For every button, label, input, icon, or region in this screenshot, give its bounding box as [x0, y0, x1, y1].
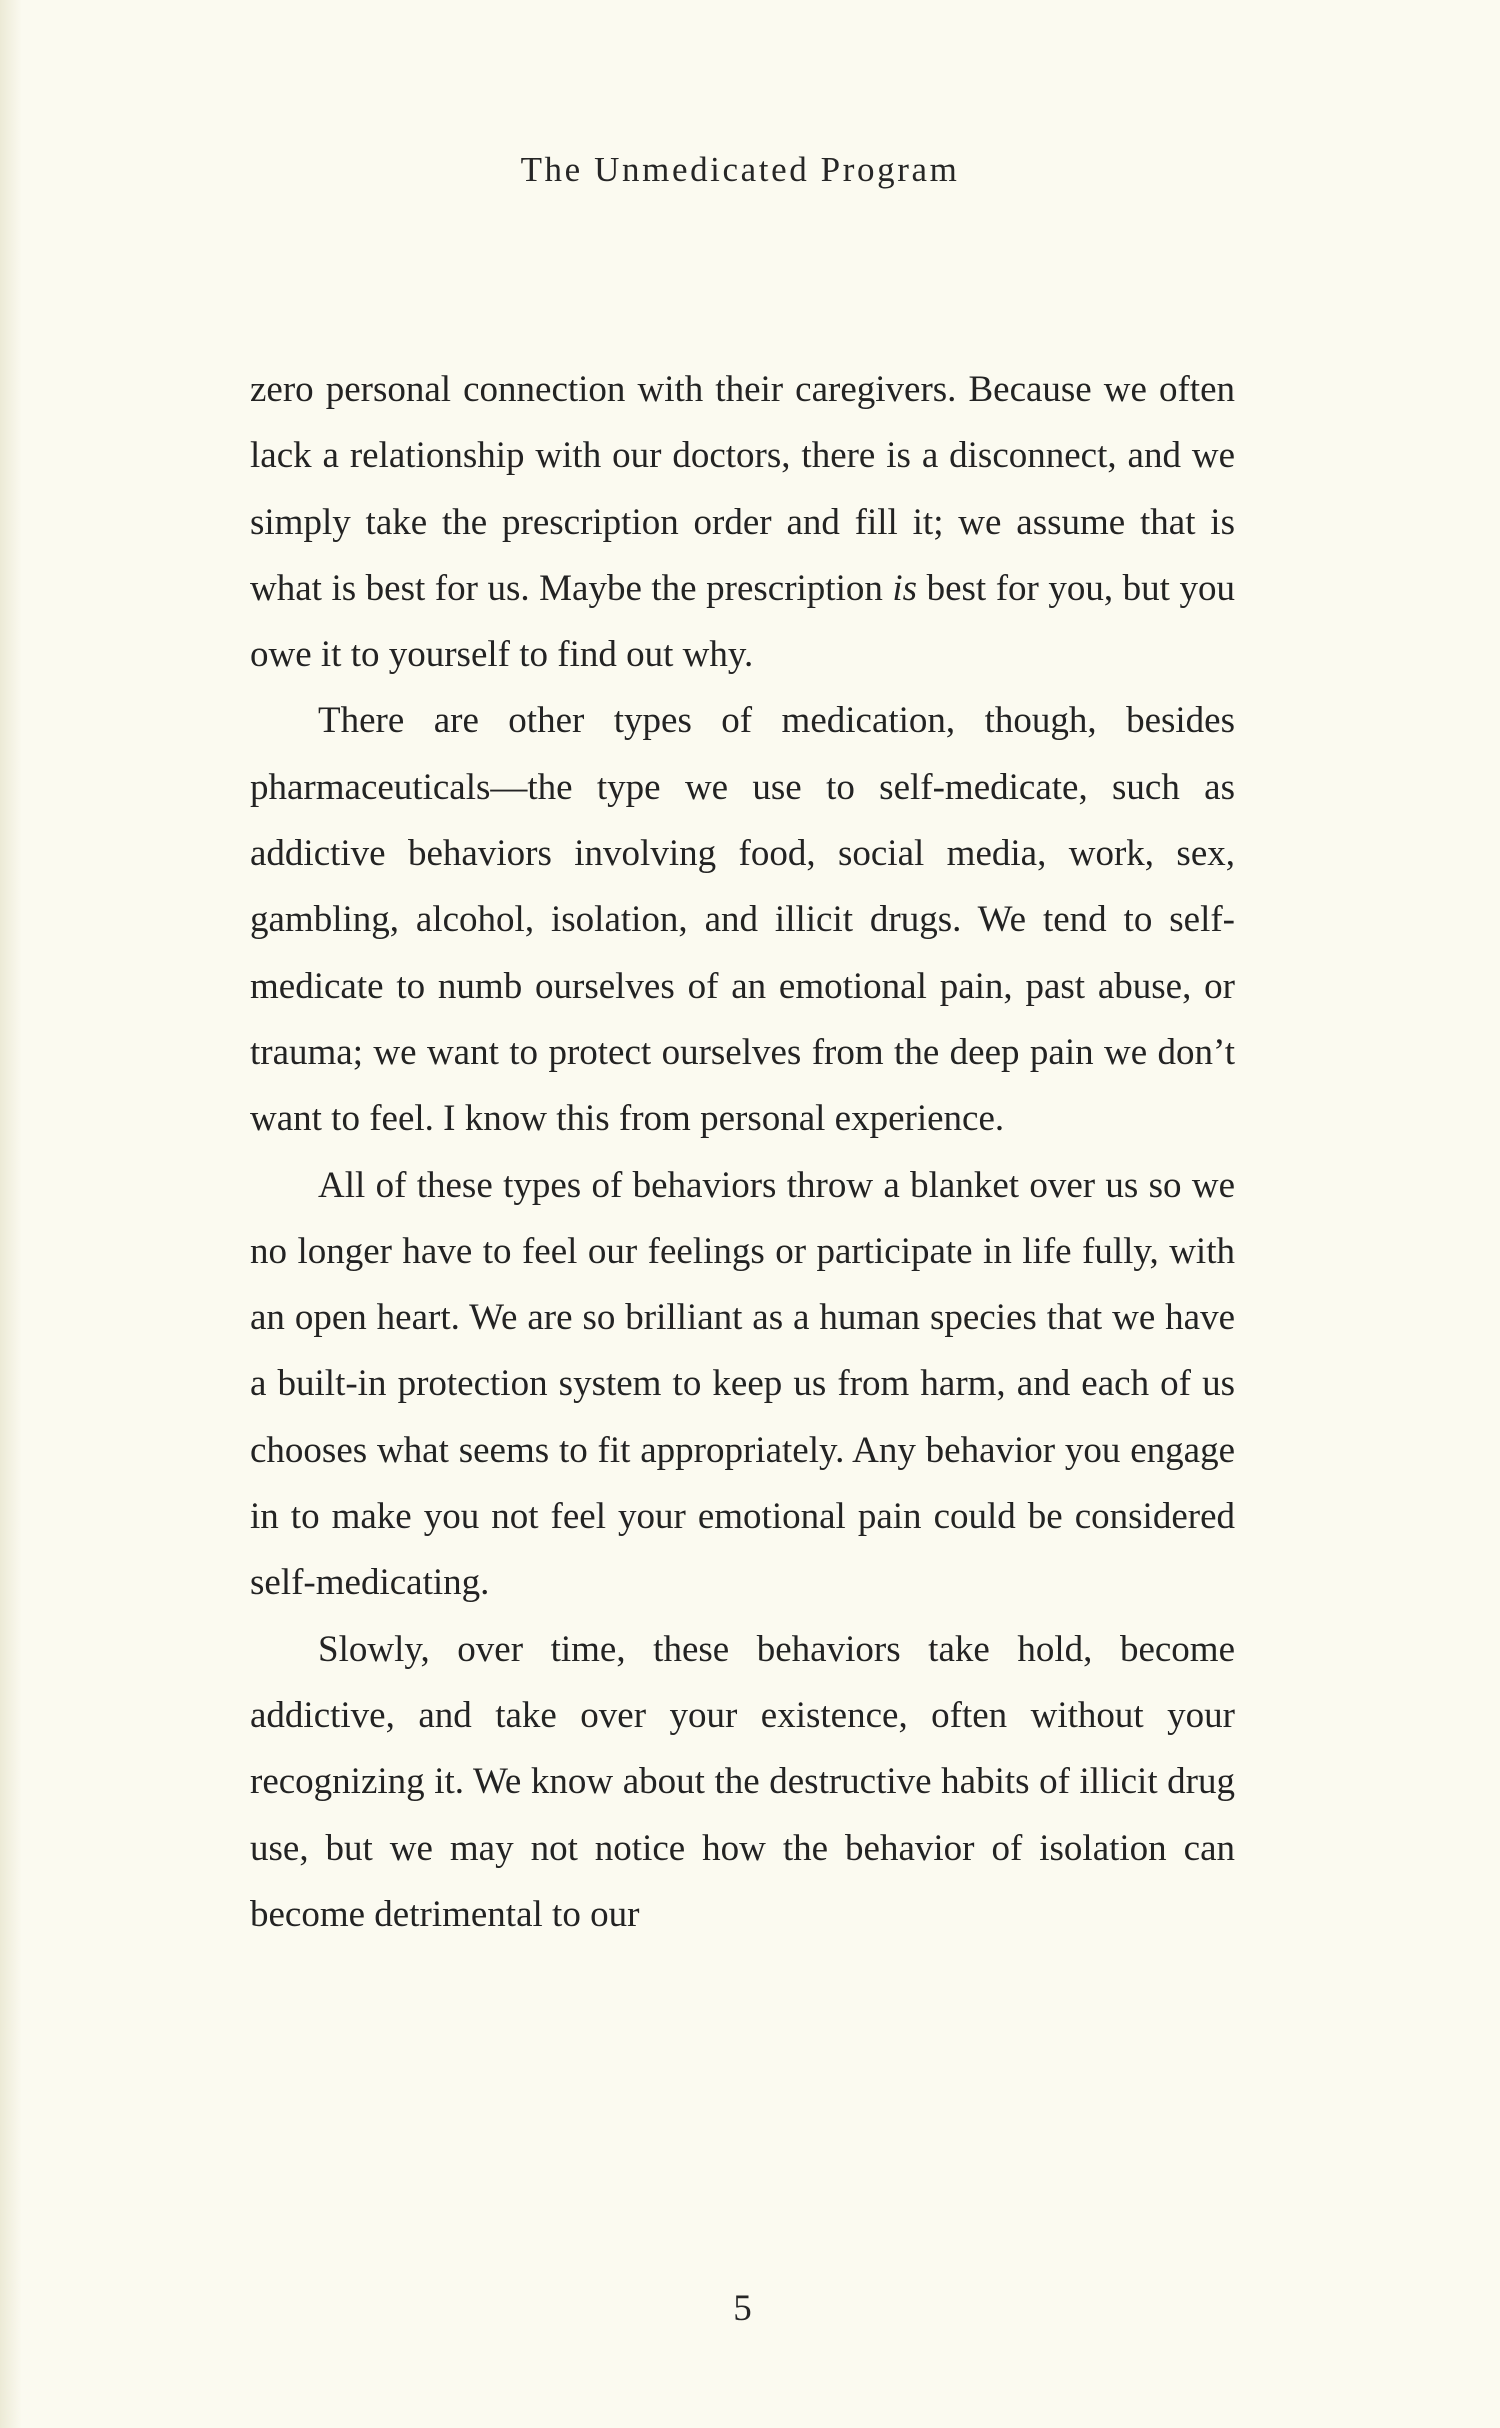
emphasis-is: is — [892, 567, 918, 609]
paragraph-3: All of these types of behaviors throw a blanket over us so we no longer have to feel our feelings or participate in life fully, with an open heart. We are so brilliant as a human species that we have a built-in protection system to keep us from harm, and each of us chooses what seems to fit appropriately. Any behavior you engage in to make you not feel your emotional pain could be considered self-medicating. — [250, 1164, 1235, 1604]
paragraph-1-text-after: best for you, but you owe it to yourself to find out why. — [250, 567, 1235, 676]
page-number: 5 — [733, 2288, 752, 2329]
paragraph-2: There are other types of medication, though, besides pharmaceuticals—the type we use to self-medicate, such as addictive behaviors involving food, social media, work, sex, gambling, alcohol, isolation, and illicit drugs. We tend to self-medicate to numb ourselves of an emotional pain, past abuse, or trauma; we want to protect ourselves from the deep pain we don’t want to feel. I know this from personal experience. — [250, 700, 1235, 1140]
paragraph-4: Slowly, over time, these behaviors take hold, become addictive, and take over your existence, often without your recognizing it. We know about the destructive habits of illicit drug use, but we may not notice how the behavior of isolation can become detrimental to our — [250, 1628, 1235, 1935]
paragraph-1 — [250, 357, 1235, 688]
page-edge-shadow — [0, 0, 22, 2428]
body-text — [250, 357, 1235, 1948]
paragraph-1-text-before: zero personal connection with their caregivers. Because we often lack a relationship with our doctors, there is a disconnect, and we simply take the prescription order and fill it; we assume that is what is best for us. Maybe the prescription — [250, 369, 1235, 609]
running-head: The Unmedicated Program — [520, 150, 960, 189]
